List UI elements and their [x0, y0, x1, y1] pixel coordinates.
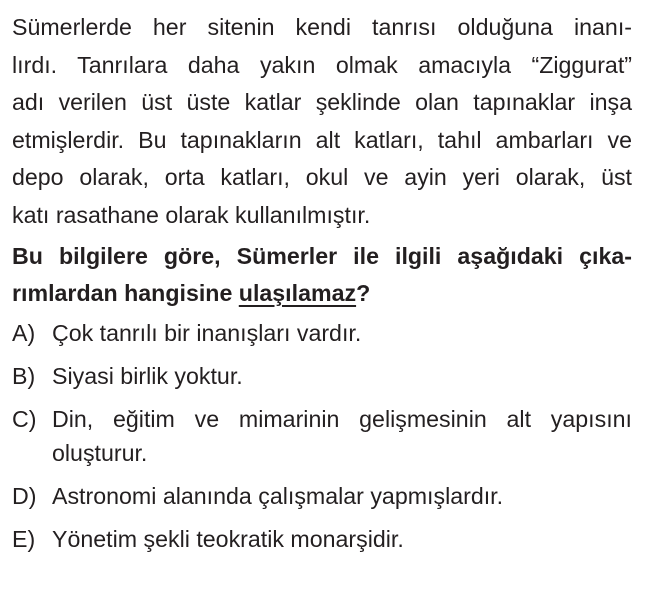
- option-text-line: Siyasi birlik yoktur.: [52, 363, 243, 389]
- option-e[interactable]: [12, 522, 632, 556]
- option-text-line: Din, eğitim ve mimarinin gelişmesinin alt yapısını: [52, 406, 632, 432]
- passage-line: etmişlerdir. Bu tapınakların alt katları, tahıl ambarları ve: [12, 126, 632, 153]
- passage-line: Sümerlerde her sitenin kendi tanrısı olduğuna inanı-: [12, 14, 632, 40]
- passage-line: katı rasathane olarak kullanılmıştır.: [12, 201, 371, 228]
- option-letter: B): [12, 363, 36, 389]
- option-text: [52, 359, 632, 393]
- passage-line: lırdı. Tanrılara daha yakın olmak amacıyla “Ziggurat”: [12, 51, 632, 78]
- option-text: [52, 402, 632, 470]
- question-line: [12, 275, 632, 312]
- option-letter: E): [12, 526, 36, 552]
- option-text: [52, 479, 632, 513]
- passage-line: adı verilen üst üste katlar şeklinde olan tapınaklar inşa: [12, 89, 632, 115]
- question-text: rımlardan hangisine: [12, 280, 239, 306]
- option-text-line: Çok tanrılı bir inanışları vardır.: [52, 320, 362, 346]
- answer-options: [12, 316, 632, 556]
- option-text: [52, 316, 632, 350]
- question-line: Bu bilgilere göre, Sümerler ile ilgili aşağıdaki çıka-: [12, 243, 632, 269]
- option-text-line: Astronomi alanında çalışmalar yapmışlardır.: [52, 483, 504, 509]
- option-text: [52, 522, 632, 556]
- option-text-line: Yönetim şekli teokratik monarşidir.: [52, 526, 404, 552]
- passage: [12, 9, 632, 234]
- question-document: [12, 9, 632, 565]
- question-stem: [12, 238, 632, 312]
- question-keyword-underlined: ulaşılamaz: [238, 280, 357, 306]
- passage-line: depo olarak, orta katları, okul ve ayin yeri olarak, üst: [12, 164, 632, 190]
- option-d[interactable]: [12, 479, 632, 513]
- option-letter: C): [12, 406, 37, 432]
- option-c[interactable]: [12, 402, 632, 470]
- option-text-line: oluşturur.: [52, 440, 148, 466]
- option-letter: A): [12, 320, 36, 346]
- question-mark: ?: [356, 280, 371, 306]
- option-letter: D): [12, 483, 37, 509]
- option-b[interactable]: [12, 359, 632, 393]
- option-a[interactable]: [12, 316, 632, 350]
